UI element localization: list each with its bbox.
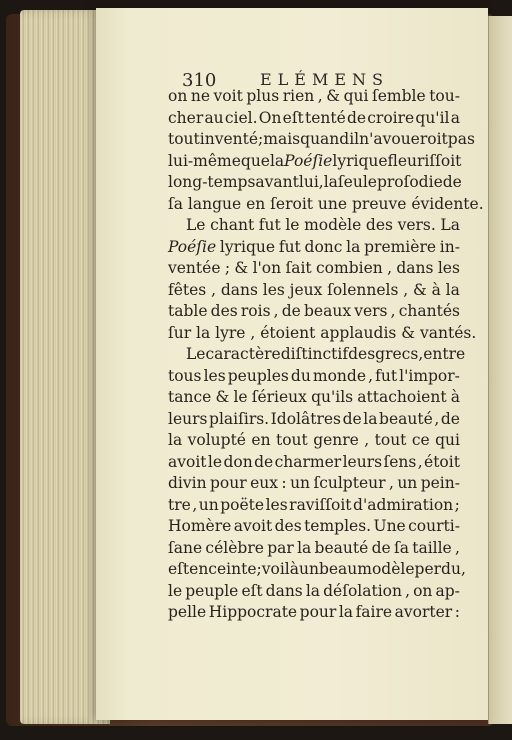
page-number: 310 xyxy=(182,70,217,91)
text-line: Homère avoit des temples. Une courti- xyxy=(168,517,460,535)
text-line: la volupté en tout genre , tout ce qui xyxy=(168,431,460,449)
text-line: eſt enceinte ; voilà un beau modèle perdu , xyxy=(168,560,466,578)
text-line: table des rois , de beaux vers , chantés xyxy=(168,302,460,320)
text-line: tous les peuples du monde , fut l'impor- xyxy=(168,366,460,385)
text-line: long-temps avant lui , la ſeule proſodie de xyxy=(168,173,462,191)
text-line: divin pour eux : un ſculpteur , un pein- xyxy=(168,474,460,492)
text-line: pelle Hippocrate pour la faire avorter : xyxy=(168,603,460,621)
text-line: ſane célèbre par la beauté de ſa taille , xyxy=(168,538,460,557)
text-line: ſa langue en ſeroit une preuve évidente. xyxy=(168,194,484,213)
text-line: avoit le don de charmer leurs ſens , étoit xyxy=(168,452,460,471)
text-line: tout inventé ; mais quand il n'avoueroit pas xyxy=(168,130,475,148)
text-line: ventée ; & l'on ſait combien , dans les xyxy=(168,259,460,277)
running-title: ELÉMENS xyxy=(260,70,390,89)
text-line: leurs plaiſirs. Idolâtres de la beauté , de xyxy=(168,409,460,428)
text-line: Poéſie lyrique fut donc la première in- xyxy=(168,237,460,256)
text-line: tance & le ſérieux qu'ils attachoient à xyxy=(168,388,460,406)
facing-page-edge xyxy=(488,16,512,724)
text-line: ſur la lyre , étoient applaudis & vantés. xyxy=(168,323,477,342)
body-text xyxy=(168,86,484,624)
text-line: le peuple eſt dans la déſolation , on ap- xyxy=(168,581,460,600)
text-line: Le caractère diſtinctif des grecs , entre xyxy=(186,345,466,363)
text-line: lui-même que la Poéſie lyrique fleuriſſoit xyxy=(168,151,462,170)
text-line: fêtes , dans les jeux ſolennels , & à la xyxy=(168,280,460,299)
text-line: on ne voit plus rien , & qui ſemble tou- xyxy=(168,87,460,105)
text-line: cher au ciel. On eſt tenté de croire qu'il a xyxy=(168,108,460,127)
text-line: tre , un poëte les raviſſoit d'admiration ; xyxy=(168,495,460,514)
text-line: Le chant fut le modèle des vers. La xyxy=(186,216,460,234)
